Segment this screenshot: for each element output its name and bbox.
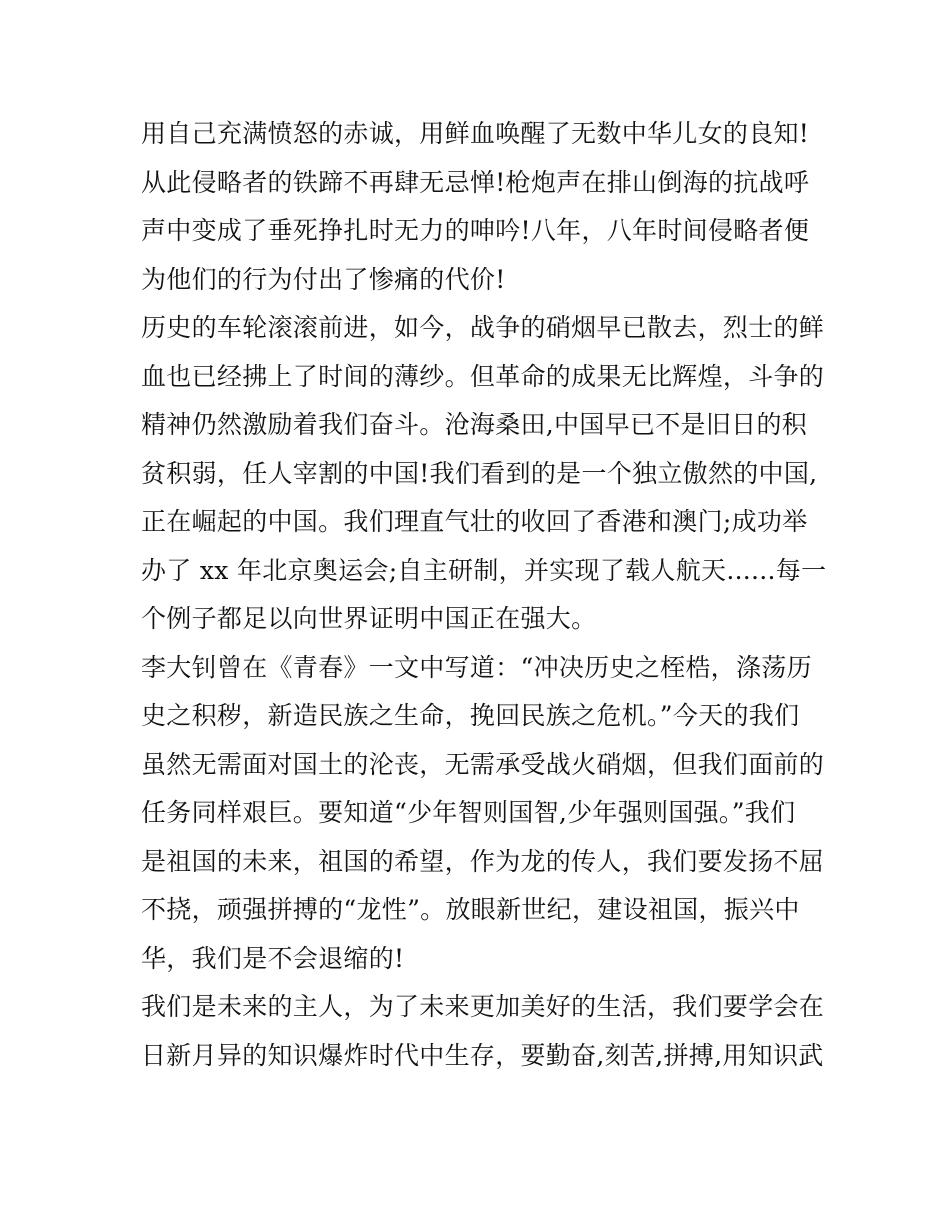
text-line: 为他们的行为付出了惨痛的代价!	[141, 264, 506, 294]
text-line: 个例子都足以向世界证明中国正在强大。	[141, 604, 597, 633]
body-text	[141, 110, 827, 1080]
text-line: 贫积弱，任人宰割的中国!我们看到的是一个独立傲然的中国,	[141, 458, 818, 488]
text-line: 华，我们是不会退缩的!	[141, 943, 405, 973]
text-line: 是祖国的未来，祖国的希望，作为龙的传人，我们要发扬不屈	[141, 846, 825, 876]
text-line: 从此侵略者的铁蹄不再肆无忌惮!枪炮声在排山倒海的抗战呼	[141, 167, 810, 197]
text-line: 历史的车轮滚滚前进，如今，战争的硝烟早已散去，烈士的鲜	[141, 313, 825, 342]
text-line: 日新月异的知识爆炸时代中生存，要勤奋,刻苦,拼搏,用知识武	[141, 1040, 824, 1070]
text-line: 血也已经拂上了时间的薄纱。但革命的成果无比辉煌，斗争的	[141, 361, 825, 391]
text-line: 我们是未来的主人，为了未来更加美好的生活，我们要学会在	[141, 992, 825, 1021]
text-line: 办了 xx 年北京奥运会;自主研制，并实现了载人航天......每一	[141, 555, 827, 585]
text-line: 正在崛起的中国。我们理直气壮的收回了香港和澳门;成功举	[141, 507, 808, 536]
text-line: 虽然无需面对国土的沦丧，无需承受战火硝烟，但我们面前的	[141, 749, 825, 779]
text-line: 不挠，顽强拼搏的“龙性”。放眼新世纪，建设祖国，振兴中	[141, 895, 800, 924]
text-line: 声中变成了垂死挣扎时无力的呻吟!八年，八年时间侵略者便	[141, 216, 810, 245]
text-line: 史之积秽，新造民族之生命，挽回民族之危机。”今天的我们	[141, 701, 800, 730]
text-line: 精神仍然激励着我们奋斗。沧海桑田,中国早已不是旧日的积	[141, 410, 808, 439]
text-line: 任务同样艰巨。要知道“少年智则国智,少年强则国强。”我们	[141, 798, 796, 827]
text-line: 用自己充满愤怒的赤诚，用鲜血唤醒了无数中华儿女的良知!	[141, 119, 810, 148]
text-line: 李大钊曾在《青春》一文中写道：“冲决历史之桎梏，涤荡历	[141, 652, 812, 682]
